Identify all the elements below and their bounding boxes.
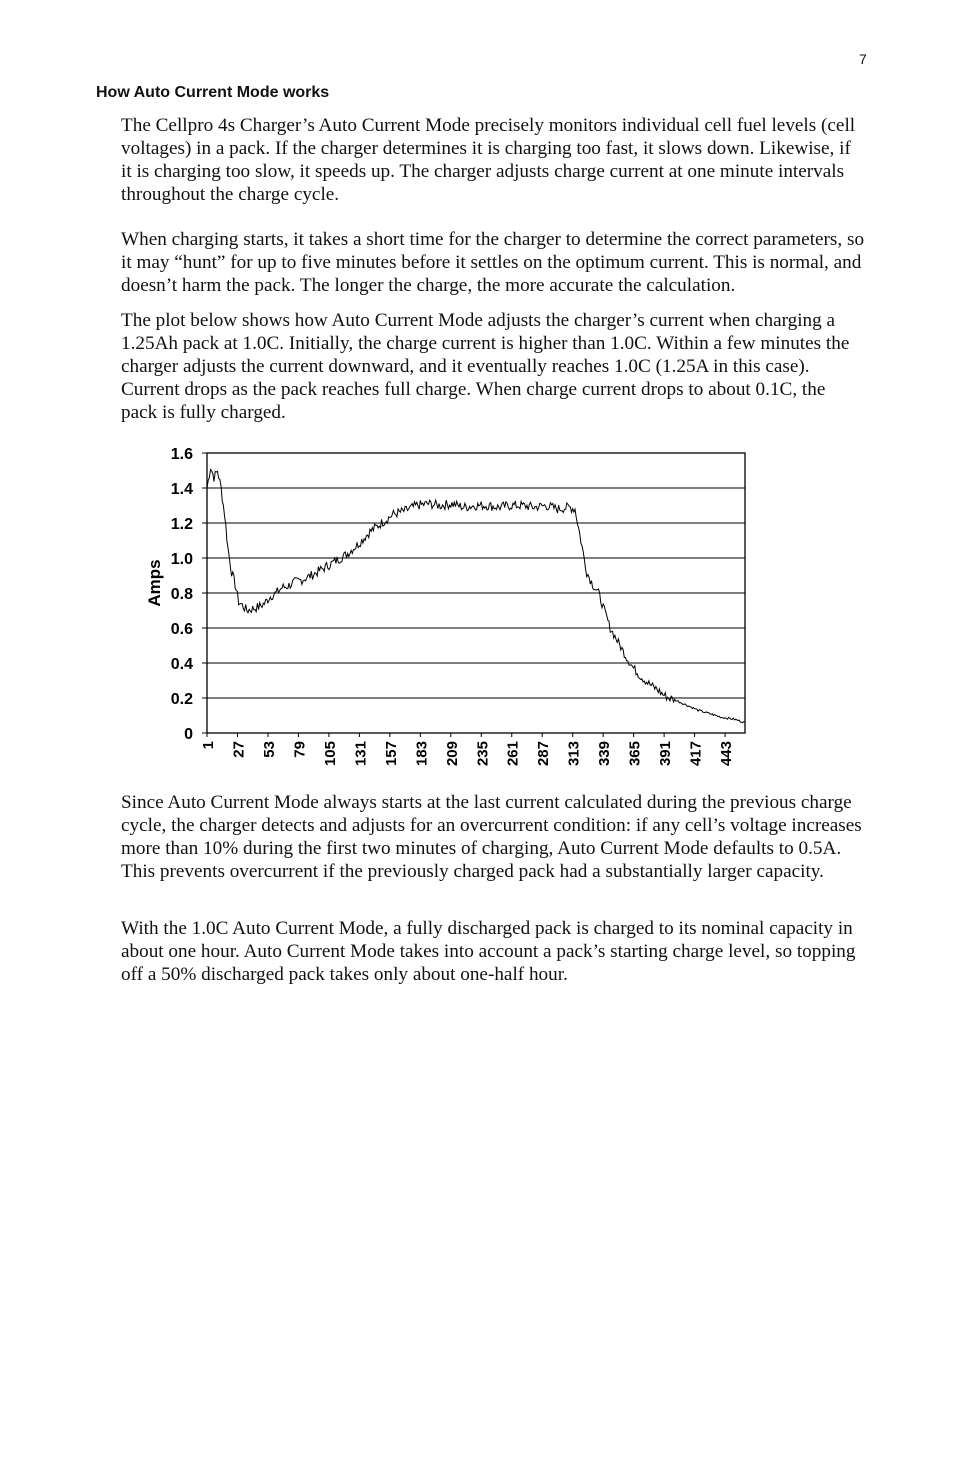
x-tick-label: 313 xyxy=(565,741,583,767)
paragraph-intro: The Cellpro 4s Charger’s Auto Current Mode precisely monitors individual cell fuel levels (cell voltages) in a pack. If the charger determines it is charging too fast, it slows down. Likewise, if it is charging too slow, it speeds up. The charger adjusts charge current at one minute intervals throughout the charge cycle. xyxy=(121,115,856,205)
y-tick-label: 0 xyxy=(184,726,193,743)
x-tick-label: 235 xyxy=(474,741,492,767)
paragraph-overcurrent: Since Auto Current Mode always starts at the last current calculated during the previous charge cycle, the charger detects and adjusts for an overcurrent condition: if any cell’s voltage increases more than 10% during the first two minutes of charging, Auto Current Mode defaults to 0.5A. This prevents overcurrent if the previously charged pack had a substantially larger capacity. xyxy=(121,792,862,882)
x-tick-label: 417 xyxy=(687,741,705,767)
y-tick-label: 1.6 xyxy=(170,446,193,463)
paragraph-plot-description: The plot below shows how Auto Current Mode adjusts the charger’s current when charging a 1.25Ah pack at 1.0C. Initially, the charge current is higher than 1.0C. Within a few minutes the charger adjusts the current downward, and it eventually reaches 1.0C (1.25A in this case). Current drops as the pack reaches full charge. When charge current drops to about 0.1C, the pack is fully charged. xyxy=(121,310,850,423)
paragraph-charge-time: With the 1.0C Auto Current Mode, a fully discharged pack is charged to its nominal capacity in about one hour. Auto Current Mode takes into account a pack’s starting charge level, so topping off a 50% discharged pack takes only about one-half hour. xyxy=(121,918,856,985)
x-tick-label: 27 xyxy=(230,741,248,758)
amps-chart xyxy=(136,436,756,781)
y-tick-label: 0.6 xyxy=(170,621,193,638)
y-tick-label: 1.2 xyxy=(170,516,193,533)
paragraph-hunt: When charging starts, it takes a short time for the charger to determine the correct parameters, so it may “hunt” for up to five minutes before it settles on the optimum current. This is normal, and doesn’t harm the pack. The longer the charge, the more accurate the calculation. xyxy=(121,229,865,296)
x-tick-label: 365 xyxy=(626,741,644,767)
x-tick-label: 131 xyxy=(352,741,370,767)
y-axis-label: Amps xyxy=(145,559,164,607)
x-tick-label: 287 xyxy=(535,741,553,767)
x-tick-label: 1 xyxy=(200,741,217,750)
x-tick-label: 157 xyxy=(382,741,400,767)
x-tick-label: 105 xyxy=(321,741,339,767)
y-tick-label: 1.4 xyxy=(170,481,193,498)
x-tick-label: 79 xyxy=(291,741,309,758)
x-tick-label: 339 xyxy=(596,741,614,767)
y-tick-label: 1.0 xyxy=(170,551,193,568)
y-tick-label: 0.4 xyxy=(170,656,193,673)
x-tick-label: 261 xyxy=(504,741,522,767)
y-tick-label: 0.8 xyxy=(170,586,193,603)
x-tick-label: 443 xyxy=(718,741,736,767)
x-tick-label: 391 xyxy=(657,741,675,767)
x-tick-label: 209 xyxy=(443,741,461,767)
x-tick-label: 183 xyxy=(413,741,431,767)
page-number: 7 xyxy=(859,51,867,67)
section-heading: How Auto Current Mode works xyxy=(96,84,330,101)
x-tick-label: 53 xyxy=(260,741,278,758)
y-tick-label: 0.2 xyxy=(170,691,193,708)
